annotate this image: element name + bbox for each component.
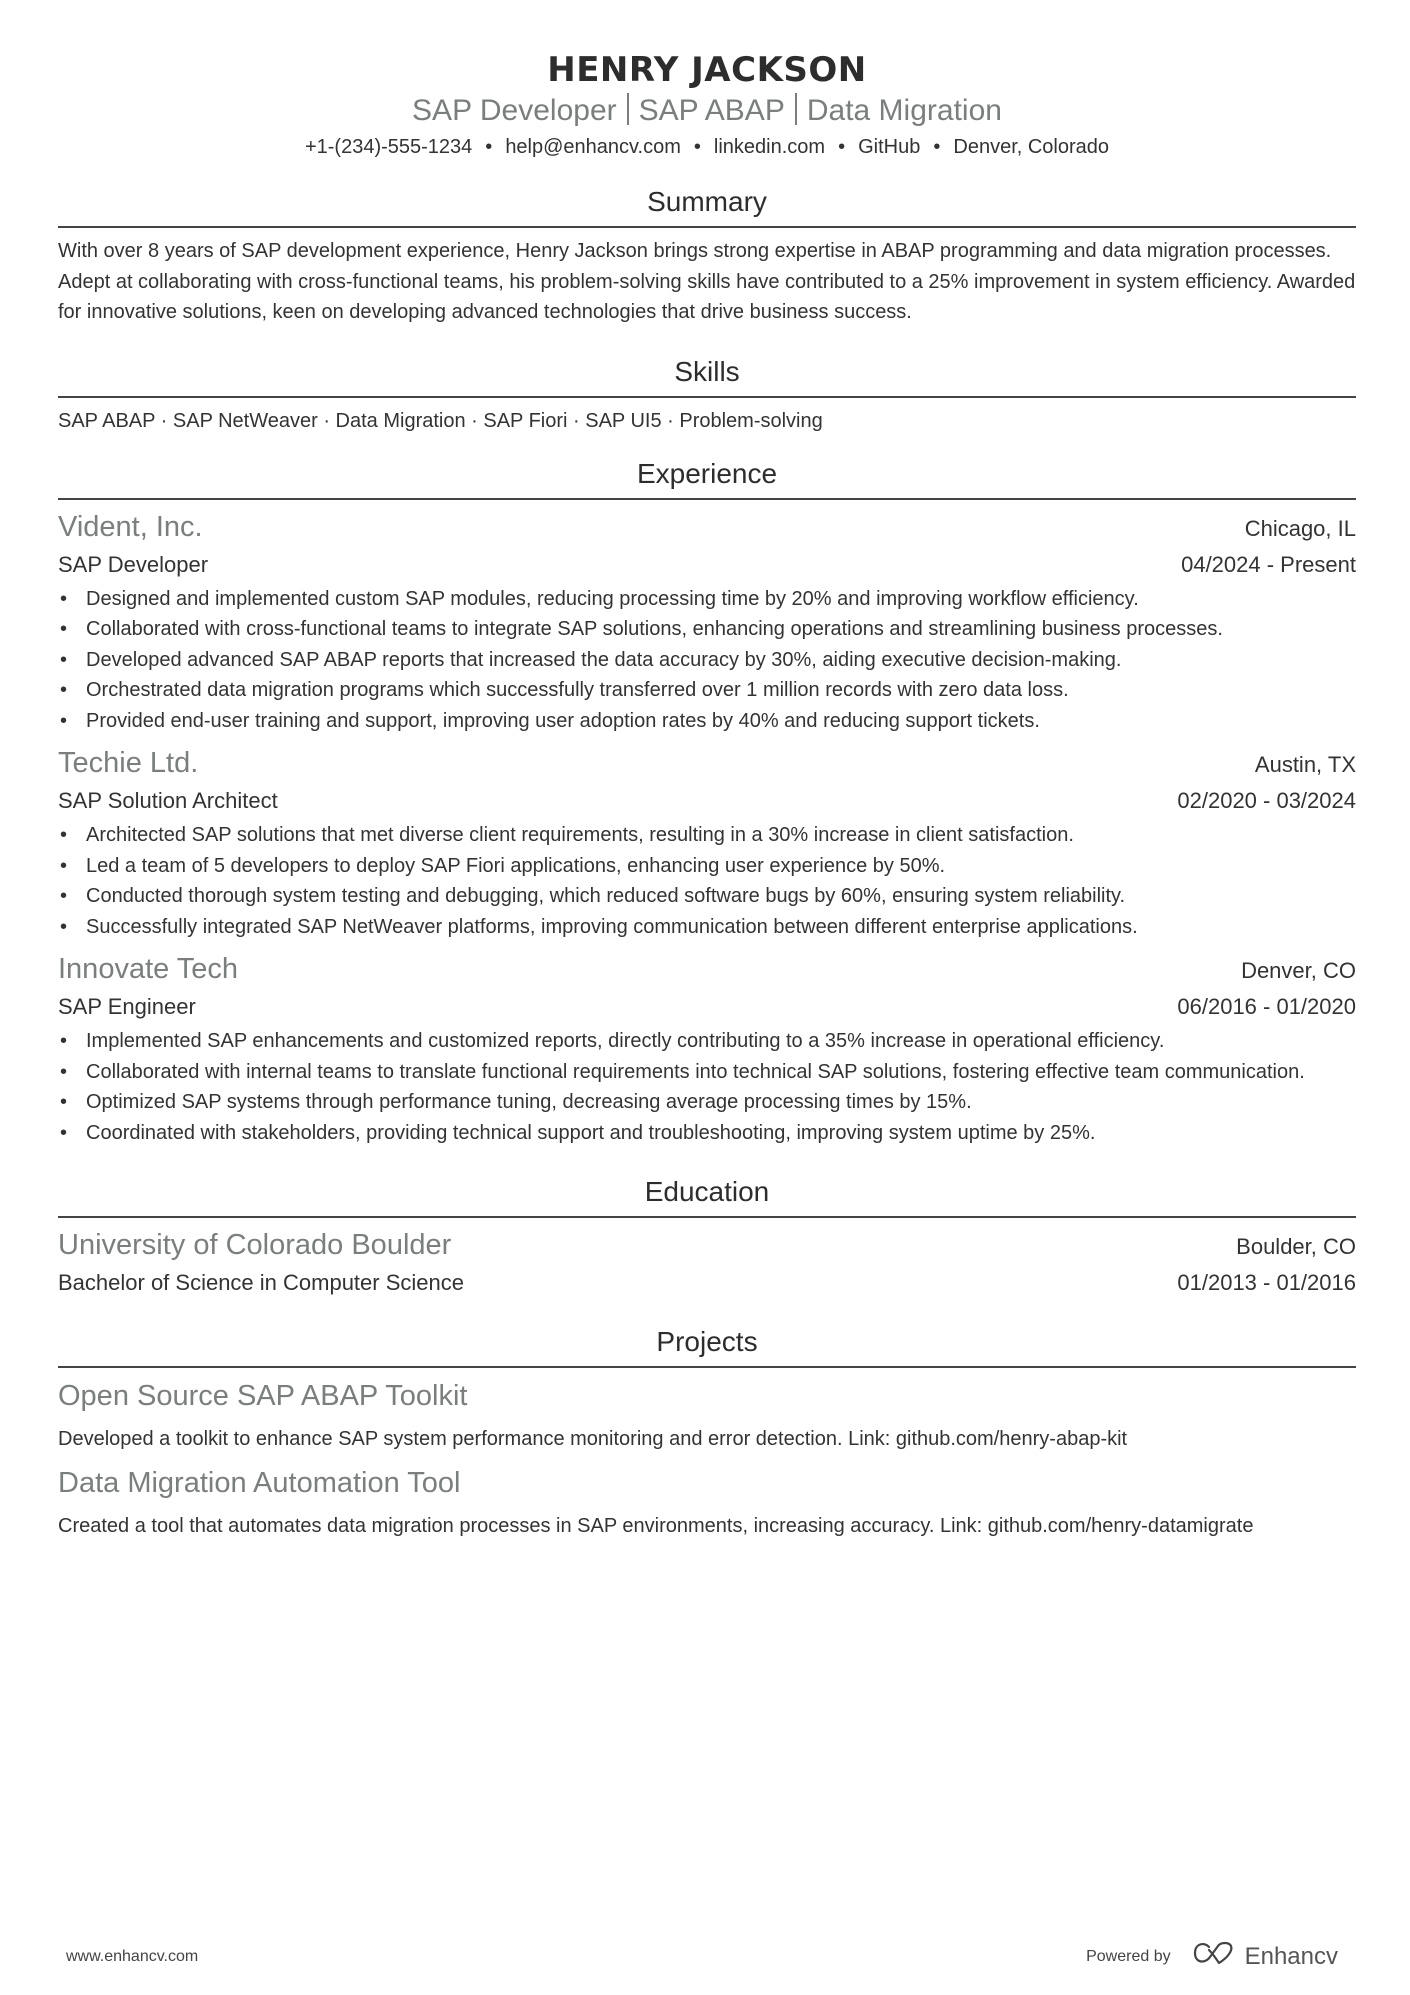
bullet-separator: • bbox=[838, 136, 846, 158]
enhancv-logo[interactable] bbox=[1191, 1940, 1338, 1973]
project-name: Open Source SAP ABAP Toolkit bbox=[58, 1380, 468, 1412]
achievement-item: • Provided end-user training and support, improving user adoption rates by 40% and reducing support tickets. bbox=[86, 706, 1356, 737]
contact-location: Denver, Colorado bbox=[953, 136, 1110, 158]
section-divider bbox=[58, 1366, 1356, 1368]
section-divider bbox=[58, 1216, 1356, 1218]
powered-by-label: Powered by bbox=[1086, 1947, 1171, 1965]
degree: Bachelor of Science in Computer Science bbox=[58, 1270, 464, 1295]
footer-website-link[interactable]: www.enhancv.com bbox=[66, 1947, 199, 1965]
section-title: Projects bbox=[656, 1326, 758, 1357]
skills-list: SAP ABAP · SAP NetWeaver · Data Migration · SAP Fiori · SAP UI5 · Problem-solving bbox=[58, 409, 823, 432]
achievement-item: • Designed and implemented custom SAP modules, reducing processing time by 20% and improving workflow efficiency. bbox=[86, 584, 1356, 615]
section-divider bbox=[58, 498, 1356, 500]
headline-item: SAP ABAP bbox=[638, 94, 785, 127]
achievement-item: • Optimized SAP systems through performance tuning, decreasing average processing times by 15%. bbox=[86, 1087, 1356, 1118]
resume-page bbox=[58, 0, 1356, 1541]
project-description: Created a tool that automates data migration processes in SAP environments, increasing accuracy. Link: github.com/henry-datamigrate bbox=[58, 1514, 1254, 1537]
company-name: Innovate Tech bbox=[58, 953, 239, 985]
achievement-list bbox=[58, 820, 1356, 942]
page-footer bbox=[66, 1940, 1338, 1973]
project-description: Developed a toolkit to enhance SAP system performance monitoring and error detection. Link: github.com/henry-abap-kit bbox=[58, 1428, 1128, 1450]
section-title: Summary bbox=[647, 186, 767, 217]
achievement-item: • Led a team of 5 developers to deploy SAP Fiori applications, enhancing user experience by 50%. bbox=[86, 851, 1356, 882]
job-dates: 06/2016 - 01/2020 bbox=[1177, 994, 1356, 1019]
section-title: Experience bbox=[636, 457, 778, 489]
headline-divider bbox=[627, 93, 629, 125]
job-title: SAP Developer bbox=[58, 551, 209, 577]
powered-by bbox=[1086, 1940, 1338, 1973]
education-section bbox=[58, 1174, 1356, 1302]
headline-divider bbox=[795, 93, 797, 125]
skills-section bbox=[58, 354, 1356, 436]
contact-github[interactable]: GitHub bbox=[858, 136, 921, 158]
section-title: Skills bbox=[674, 355, 740, 387]
job-title: SAP Engineer bbox=[58, 994, 196, 1019]
enhancv-brand-name: Enhancv bbox=[1244, 1942, 1338, 1970]
achievement-item: • Successfully integrated SAP NetWeaver platforms, improving communication between different enterprise applications. bbox=[86, 912, 1356, 943]
section-divider bbox=[58, 396, 1356, 398]
achievement-item: • Implemented SAP enhancements and customized reports, directly contributing to a 35% increase in operational efficiency. bbox=[86, 1026, 1356, 1057]
experience-entry bbox=[58, 744, 1356, 942]
contact-line bbox=[58, 132, 1356, 162]
projects-section bbox=[58, 1324, 1356, 1541]
experience-entry bbox=[58, 950, 1356, 1148]
achievement-list bbox=[58, 1026, 1356, 1148]
experience-entry bbox=[58, 508, 1356, 737]
company-name: Vident, Inc. bbox=[58, 510, 203, 543]
achievement-item: • Conducted thorough system testing and debugging, which reduced software bugs by 60%, ensuring system reliability. bbox=[86, 881, 1356, 912]
summary-text: With over 8 years of SAP development experience, Henry Jackson brings strong expertise in ABAP programming and data migration processes. Adept at collaborating with cross-functional teams, his problem-solving skills have contributed to a 25% improvement in system efficiency. Awarded for innovative solutions, keen on developing advanced technologies that drive business success. bbox=[58, 240, 1356, 323]
school-name: University of Colorado Boulder bbox=[58, 1229, 452, 1261]
achievement-item: • Collaborated with cross-functional teams to integrate SAP solutions, enhancing operations and streamlining business processes. bbox=[86, 614, 1356, 645]
achievement-item: • Orchestrated data migration programs which successfully transferred over 1 million records with zero data loss. bbox=[86, 675, 1356, 706]
achievement-item: • Coordinated with stakeholders, providing technical support and troubleshooting, improving system uptime by 25%. bbox=[86, 1118, 1356, 1149]
company-name: Techie Ltd. bbox=[58, 747, 199, 779]
section-divider bbox=[58, 226, 1356, 228]
achievement-item: • Collaborated with internal teams to translate functional requirements into technical SAP solutions, fostering effective team communication. bbox=[86, 1057, 1356, 1088]
job-dates: 04/2024 - Present bbox=[1181, 551, 1356, 577]
experience-section bbox=[58, 456, 1356, 1149]
section-title: Education bbox=[644, 1176, 770, 1207]
job-location: Chicago, IL bbox=[1244, 515, 1356, 541]
contact-linkedin[interactable]: linkedin.com bbox=[713, 136, 826, 158]
achievement-list bbox=[58, 584, 1356, 737]
headline-item: Data Migration bbox=[806, 94, 1002, 127]
education-entry bbox=[58, 1226, 1356, 1302]
bullet-separator: • bbox=[693, 136, 701, 158]
resume-header bbox=[58, 0, 1356, 162]
candidate-name: HENRY JACKSON bbox=[547, 50, 867, 90]
enhancv-logo-icon bbox=[1191, 1940, 1237, 1973]
contact-email[interactable]: help@enhancv.com bbox=[505, 136, 681, 158]
bullet-separator: • bbox=[933, 136, 941, 158]
bullet-separator: • bbox=[485, 136, 493, 158]
school-location: Boulder, CO bbox=[1236, 1234, 1356, 1259]
education-dates: 01/2013 - 01/2016 bbox=[1177, 1270, 1356, 1295]
achievement-item: • Developed advanced SAP ABAP reports that increased the data accuracy by 30%, aiding executive decision-making. bbox=[86, 645, 1356, 676]
achievement-item: • Architected SAP solutions that met diverse client requirements, resulting in a 30% increase in client satisfaction. bbox=[86, 820, 1356, 851]
headline bbox=[58, 92, 1356, 130]
headline-item: SAP Developer bbox=[412, 94, 617, 127]
project-name: Data Migration Automation Tool bbox=[58, 1466, 461, 1499]
job-title: SAP Solution Architect bbox=[58, 788, 278, 813]
contact-phone: +1-(234)-555-1234 bbox=[304, 136, 473, 158]
job-location: Denver, CO bbox=[1241, 958, 1356, 983]
job-dates: 02/2020 - 03/2024 bbox=[1177, 788, 1356, 813]
job-location: Austin, TX bbox=[1254, 752, 1356, 777]
summary-section bbox=[58, 184, 1356, 328]
